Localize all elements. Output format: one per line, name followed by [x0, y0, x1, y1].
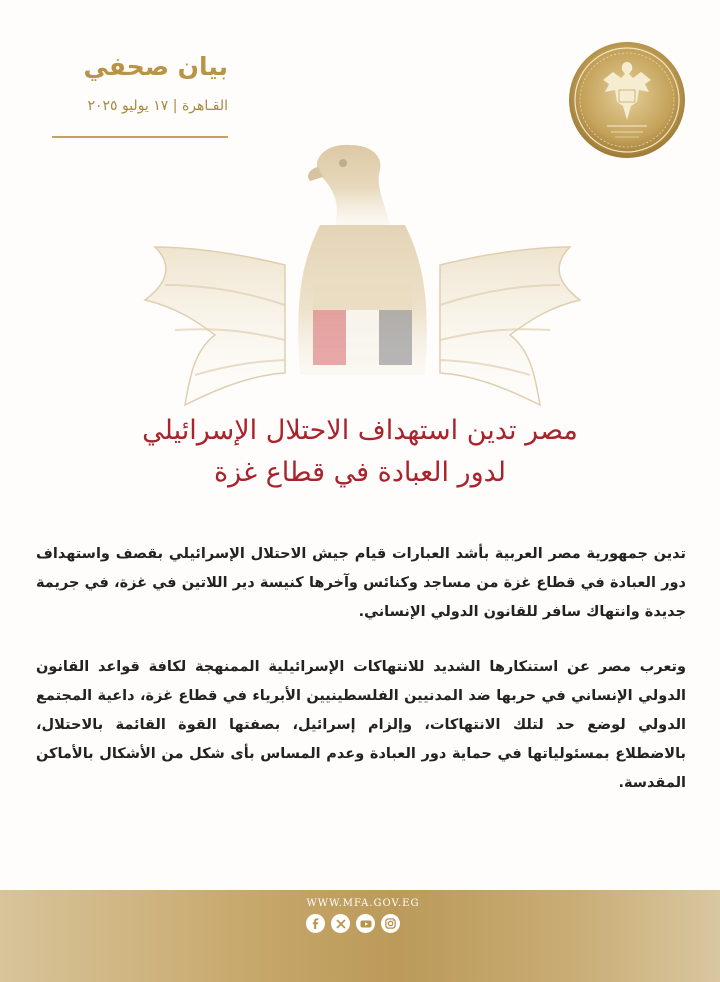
- statement-paragraph-1: تدين جمهورية مصر العربية بأشد العبارات قيام جيش الاحتلال الإسرائيلي بقصف واستهداف دور العبادة في قطاع غزة من مساجد وكنائس وآخرها كنيسة دير اللاتين في غزة، في جريمة جديدة وانتهاك سافر للقانون الدولي الإنساني.: [36, 546, 686, 620]
- press-release-date: القـاهرة | ١٧ يوليو ٢٠٢٥: [87, 98, 228, 114]
- statement-paragraph-2: وتعرب مصر عن استنكارها الشديد للانتهاكات الإسرائيلية الممنهجة لكافة قواعد القانون الدولي الإنساني في حربها ضد المدنيين الفلسطينيين الأبرياء في قطاع غزة، داعية المجتمع الدولي لوضع حد لتلك الانتهاكات، وإلزام إسرائيل، بصفتها القوة القائمة بالاحتلال، بالاضطلاع بمسئولياتها في حماية دور العبادة وعدم المساس بأى شكل من الأشكال بالأماكن المقدسة.: [36, 659, 686, 791]
- instagram-icon[interactable]: [381, 914, 400, 933]
- youtube-icon[interactable]: [356, 914, 375, 933]
- social-icons: [306, 914, 400, 933]
- x-icon[interactable]: [331, 914, 350, 933]
- website-link[interactable]: WWW.MFA.GOV.EG: [306, 898, 420, 909]
- headline-line-2: لدور العبادة في قطاع غزة: [213, 457, 507, 488]
- headline-line-1: مصر تدين استهداف الاحتلال الإسرائيلي: [142, 415, 578, 446]
- press-release-title: بيان صحفي: [83, 52, 228, 81]
- statement-body: [36, 540, 686, 824]
- eagle-watermark-icon: [135, 135, 590, 450]
- facebook-icon[interactable]: [306, 914, 325, 933]
- headline: [100, 410, 620, 494]
